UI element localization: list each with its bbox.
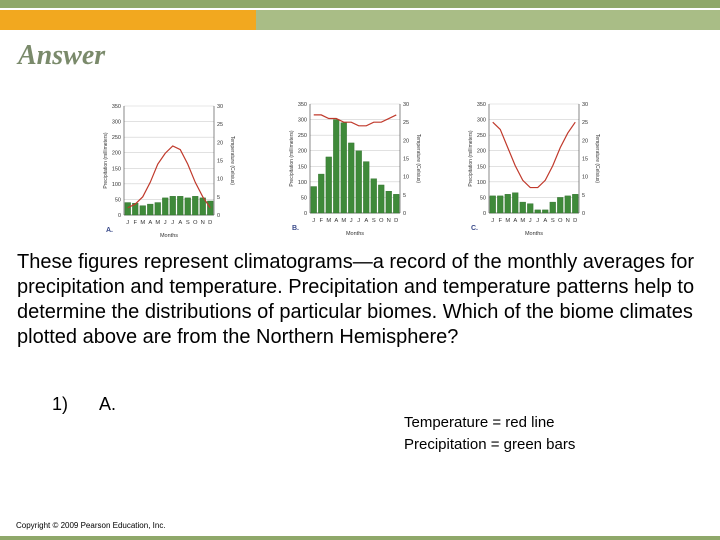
y-tick-label: 250 bbox=[111, 135, 121, 142]
y2-tick-label: 5 bbox=[582, 192, 586, 199]
precipitation-bar bbox=[185, 198, 191, 215]
answer-letter: A. bbox=[99, 394, 117, 414]
temperature-line bbox=[314, 115, 397, 126]
x-tick-label: J bbox=[491, 218, 495, 224]
y-tick-label: 50 bbox=[300, 195, 307, 202]
y2-tick-label: 15 bbox=[217, 158, 224, 165]
y2-tick-label: 0 bbox=[582, 211, 586, 217]
x-tick-label: F bbox=[133, 220, 138, 226]
x-tick-label: O bbox=[557, 218, 563, 224]
y2-tick-label: 10 bbox=[403, 174, 410, 181]
y-tick-label: 300 bbox=[297, 117, 307, 124]
x-tick-label: D bbox=[573, 218, 578, 224]
y2-tick-label: 20 bbox=[582, 138, 589, 145]
x-tick-label: M bbox=[520, 218, 526, 224]
precipitation-bar bbox=[378, 185, 384, 213]
x-tick-label: J bbox=[528, 218, 532, 224]
precipitation-bar bbox=[371, 179, 377, 213]
precipitation-bar bbox=[527, 204, 533, 213]
x-tick-label: J bbox=[171, 220, 175, 226]
panel-label: B. bbox=[292, 225, 299, 232]
x-tick-label: S bbox=[550, 218, 555, 224]
x-tick-label: M bbox=[505, 218, 511, 224]
x-tick-label: M bbox=[140, 220, 146, 226]
precipitation-bar bbox=[393, 194, 399, 213]
y-tick-label: 250 bbox=[476, 133, 486, 140]
x-tick-label: A bbox=[364, 218, 369, 224]
precipitation-bar bbox=[192, 196, 198, 215]
top-accent-orange bbox=[0, 10, 256, 30]
y-tick-label: 0 bbox=[117, 213, 121, 219]
y-tick-label: 350 bbox=[111, 104, 121, 110]
y-tick-label: 50 bbox=[479, 195, 486, 202]
x-tick-label: J bbox=[163, 220, 167, 226]
precipitation-bar bbox=[341, 123, 347, 213]
x-axis-label: Months bbox=[524, 231, 544, 237]
question-text: These figures represent climatograms—a record of the monthly averages for precipitation and temperature. Precipitation and temperature patterns help to determine the distributions of particular biomes. Which of the biome climates plotted above are from the Northern Hemisphere? bbox=[17, 251, 695, 348]
answer-number: 1) bbox=[52, 394, 69, 414]
x-tick-label: J bbox=[126, 220, 130, 226]
x-tick-label: A bbox=[543, 218, 548, 224]
precipitation-bar bbox=[326, 157, 332, 213]
bottom-accent-bar bbox=[0, 536, 720, 540]
x-tick-label: A bbox=[178, 220, 183, 226]
y-tick-label: 100 bbox=[297, 179, 307, 186]
y-tick-label: 350 bbox=[297, 102, 307, 108]
temperature-line bbox=[493, 122, 576, 187]
x-tick-label: O bbox=[378, 218, 384, 224]
y2-tick-label: 5 bbox=[217, 194, 221, 201]
precipitation-bar bbox=[311, 187, 317, 213]
precipitation-bar bbox=[155, 203, 161, 215]
y-tick-label: 300 bbox=[111, 119, 121, 126]
y-tick-label: 0 bbox=[482, 211, 486, 217]
precipitation-bar bbox=[542, 210, 548, 213]
y-tick-label: 100 bbox=[111, 181, 121, 188]
climatogram-c-svg bbox=[461, 98, 611, 240]
y-tick-label: 200 bbox=[297, 148, 307, 155]
x-tick-label: J bbox=[536, 218, 540, 224]
precipitation-bar bbox=[512, 193, 518, 213]
legend-precipitation: Precipitation = green bars bbox=[404, 436, 576, 453]
precipitation-bar bbox=[572, 194, 578, 213]
panel-label: C. bbox=[471, 225, 478, 232]
y2-tick-label: 25 bbox=[403, 120, 410, 127]
x-tick-label: F bbox=[319, 218, 324, 224]
y2-tick-label: 30 bbox=[403, 102, 410, 108]
x-tick-label: F bbox=[498, 218, 503, 224]
y2-tick-label: 10 bbox=[217, 176, 224, 183]
precipitation-bar bbox=[363, 162, 369, 213]
top-accent-green bbox=[256, 10, 720, 30]
climatogram-a bbox=[96, 100, 246, 240]
climatogram-a-svg bbox=[96, 100, 246, 240]
y-axis-label: Precipitation (millimeters) bbox=[289, 130, 295, 187]
top-accent-bar bbox=[0, 0, 720, 8]
precipitation-bar bbox=[565, 196, 571, 213]
x-tick-label: A bbox=[148, 220, 153, 226]
y-tick-label: 200 bbox=[111, 150, 121, 157]
y2-tick-label: 15 bbox=[403, 156, 410, 163]
x-tick-label: N bbox=[200, 220, 205, 226]
copyright: Copyright © 2009 Pearson Education, Inc. bbox=[16, 521, 166, 530]
precipitation-bar bbox=[147, 204, 153, 215]
precipitation-bar bbox=[170, 196, 176, 215]
precipitation-bar bbox=[490, 196, 496, 213]
y-tick-label: 50 bbox=[114, 197, 121, 204]
precipitation-bar bbox=[386, 191, 392, 213]
climatogram-b-svg bbox=[282, 98, 432, 240]
y2-tick-label: 10 bbox=[582, 174, 589, 181]
precipitation-bar bbox=[140, 206, 146, 215]
y2-tick-label: 15 bbox=[582, 156, 589, 163]
x-tick-label: D bbox=[208, 220, 213, 226]
x-tick-label: A bbox=[334, 218, 339, 224]
x-tick-label: O bbox=[192, 220, 198, 226]
y-tick-label: 300 bbox=[476, 117, 486, 124]
precipitation-bar bbox=[207, 201, 213, 215]
slide-title: Answer bbox=[18, 40, 106, 71]
x-tick-label: M bbox=[155, 220, 161, 226]
y2-tick-label: 20 bbox=[403, 138, 410, 145]
x-tick-label: D bbox=[394, 218, 399, 224]
legend-temperature: Temperature = red line bbox=[404, 414, 555, 431]
y2-tick-label: 20 bbox=[217, 140, 224, 147]
climatogram-b bbox=[282, 98, 432, 240]
y2-tick-label: 30 bbox=[582, 102, 589, 108]
x-tick-label: J bbox=[312, 218, 316, 224]
y2-axis-label: Temperature (Celsius) bbox=[415, 133, 421, 184]
y-tick-label: 350 bbox=[476, 102, 486, 108]
y-tick-label: 100 bbox=[476, 179, 486, 186]
y-tick-label: 0 bbox=[303, 211, 307, 217]
x-tick-label: J bbox=[349, 218, 353, 224]
precipitation-bar bbox=[505, 194, 511, 213]
y2-tick-label: 0 bbox=[403, 211, 407, 217]
y-tick-label: 250 bbox=[297, 133, 307, 140]
x-tick-label: N bbox=[565, 218, 570, 224]
precipitation-bar bbox=[177, 196, 183, 215]
precipitation-bar bbox=[520, 202, 526, 213]
x-tick-label: M bbox=[341, 218, 347, 224]
y-tick-label: 150 bbox=[111, 166, 121, 173]
precipitation-bar bbox=[318, 174, 324, 213]
y-tick-label: 200 bbox=[476, 148, 486, 155]
y2-axis-label: Temperature (Celsius) bbox=[594, 133, 600, 184]
precipitation-bar bbox=[348, 143, 354, 213]
y2-tick-label: 5 bbox=[403, 192, 407, 199]
precipitation-bar bbox=[356, 151, 362, 213]
precipitation-bar bbox=[125, 203, 131, 215]
y2-axis-label: Temperature (Celsius) bbox=[229, 135, 235, 186]
y2-tick-label: 30 bbox=[217, 104, 224, 110]
precipitation-bar bbox=[333, 120, 339, 213]
y2-tick-label: 25 bbox=[582, 120, 589, 127]
precipitation-bar bbox=[535, 210, 541, 213]
x-tick-label: S bbox=[371, 218, 376, 224]
x-axis-label: Months bbox=[159, 233, 179, 239]
x-tick-label: S bbox=[185, 220, 190, 226]
x-tick-label: N bbox=[386, 218, 391, 224]
x-axis-label: Months bbox=[345, 231, 365, 237]
panel-label: A. bbox=[106, 227, 113, 234]
y-axis-label: Precipitation (millimeters) bbox=[103, 132, 109, 189]
precipitation-bar bbox=[557, 197, 563, 213]
precipitation-bar bbox=[550, 202, 556, 213]
y-tick-label: 150 bbox=[297, 164, 307, 171]
precipitation-bar bbox=[497, 196, 503, 213]
x-tick-label: J bbox=[357, 218, 361, 224]
y-axis-label: Precipitation (millimeters) bbox=[468, 130, 474, 187]
legend bbox=[404, 412, 575, 456]
y2-tick-label: 0 bbox=[217, 213, 221, 219]
x-tick-label: A bbox=[513, 218, 518, 224]
climatogram-c bbox=[461, 98, 611, 240]
y-tick-label: 150 bbox=[476, 164, 486, 171]
y2-tick-label: 25 bbox=[217, 122, 224, 129]
precipitation-bar bbox=[162, 198, 168, 215]
x-tick-label: M bbox=[326, 218, 332, 224]
